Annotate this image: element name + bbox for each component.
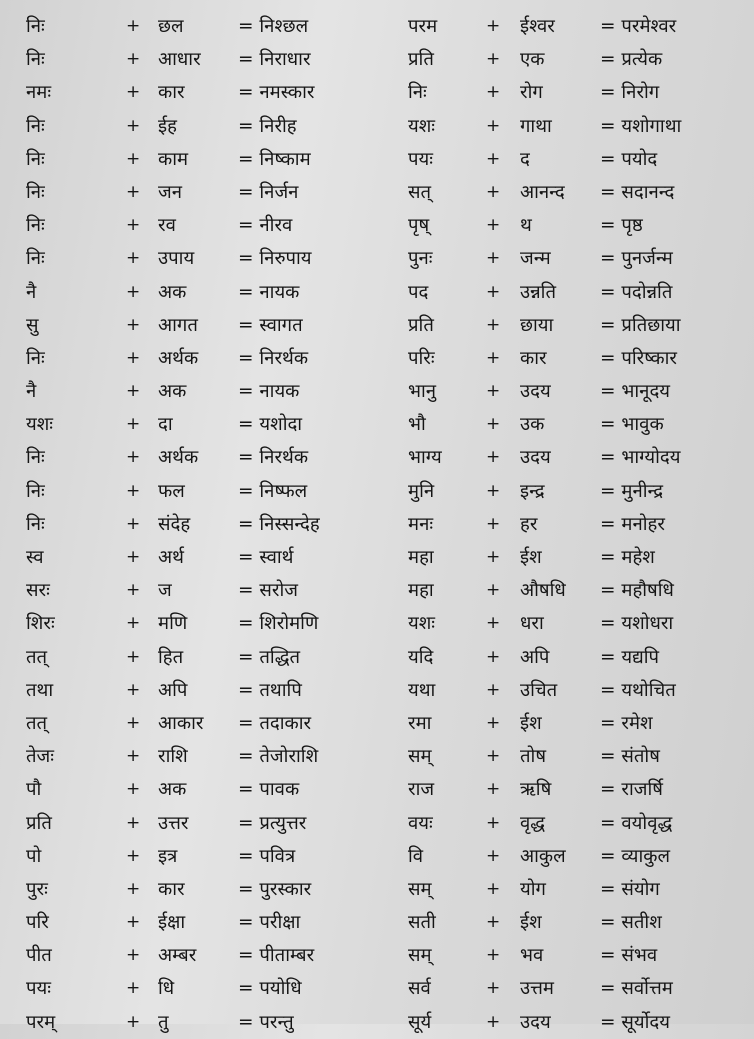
right-result-word: = सूर्योदय (600, 1011, 670, 1033)
left-plus-sign: + (126, 845, 141, 866)
table-row (0, 508, 754, 541)
right-result-word: = भावुक (600, 414, 664, 436)
left-second-word: आकार (158, 712, 204, 734)
table-row (0, 906, 754, 939)
left-first-word: निः (26, 447, 45, 469)
left-first-word: परम् (26, 1011, 56, 1033)
left-first-word: प्रति (26, 812, 52, 834)
right-plus-sign: + (486, 16, 501, 36)
left-first-word: परि (26, 912, 49, 934)
right-plus-sign: + (486, 381, 501, 402)
left-result-word: = पावक (238, 779, 300, 801)
left-first-word: निः (26, 248, 45, 270)
right-result-word: = वयोवृद्ध (600, 812, 673, 834)
left-second-word: आगत (158, 314, 198, 336)
left-first-word: पो (26, 845, 42, 867)
left-plus-sign: + (126, 16, 141, 36)
right-first-word: भानु (408, 381, 437, 403)
right-first-word: परम (408, 16, 438, 37)
table-row (0, 10, 754, 43)
left-second-word: संदेह (158, 513, 191, 535)
table-row (0, 1006, 754, 1039)
left-plus-sign: + (126, 480, 141, 501)
right-second-word: एक (520, 49, 545, 71)
right-second-word: हर (520, 513, 538, 535)
left-plus-sign: + (126, 878, 141, 899)
right-result-word: = पयोद (600, 148, 658, 170)
left-plus-sign: + (126, 547, 141, 567)
right-first-word: महा (408, 547, 434, 568)
right-first-word: सम् (408, 746, 432, 768)
right-result-word: = संभव (600, 945, 658, 967)
left-first-word: सु (26, 314, 39, 336)
left-result-word: = तद्धित (238, 646, 301, 668)
left-plus-sign: + (126, 281, 141, 302)
right-plus-sign: + (486, 480, 501, 501)
left-plus-sign: + (126, 82, 141, 103)
right-second-word: जन्म (520, 248, 551, 270)
right-second-word: वृद्ध (520, 812, 546, 834)
left-plus-sign: + (126, 314, 141, 335)
right-result-word: = मनोहर (600, 513, 665, 535)
left-second-word: छल (158, 16, 184, 37)
right-second-word: उदय (520, 1011, 551, 1033)
left-result-word: = नमस्कार (238, 82, 315, 104)
sandhi-word-table (0, 10, 754, 1039)
left-result-word: = निरर्थक (238, 447, 309, 469)
right-first-word: रमा (408, 712, 432, 734)
right-plus-sign: + (486, 414, 501, 435)
left-first-word: निः (26, 215, 45, 237)
right-first-word: यशः (408, 613, 436, 635)
left-second-word: आधार (158, 49, 201, 71)
right-first-word: पृष् (408, 215, 430, 237)
right-plus-sign: + (486, 912, 501, 933)
left-first-word: निः (26, 16, 45, 37)
left-first-word: पुरः (26, 878, 48, 900)
table-row (0, 110, 754, 143)
left-second-word: अर्थ (158, 547, 184, 568)
right-second-word: ईश (520, 547, 542, 568)
left-first-word: पौ (26, 779, 42, 801)
table-row (0, 408, 754, 441)
left-plus-sign: + (126, 148, 141, 169)
left-first-word: यशः (26, 414, 54, 436)
left-first-word: निः (26, 148, 45, 170)
right-first-word: निः (408, 82, 427, 104)
left-result-word: = परीक्षा (238, 912, 301, 934)
left-result-word: = निष्काम (238, 148, 311, 170)
table-row (0, 176, 754, 209)
left-second-word: फल (158, 480, 185, 502)
right-plus-sign: + (486, 215, 501, 236)
right-second-word: उक (520, 414, 545, 436)
right-plus-sign: + (486, 945, 501, 966)
right-second-word: छाया (520, 314, 554, 336)
table-row (0, 375, 754, 408)
right-plus-sign: + (486, 314, 501, 335)
left-second-word: उपाय (158, 248, 195, 270)
left-result-word: = नायक (238, 281, 300, 303)
right-result-word: = संतोष (600, 746, 660, 768)
right-first-word: भाग्य (408, 447, 442, 469)
left-second-word: जन (158, 181, 182, 203)
right-second-word: कार (520, 347, 547, 369)
right-first-word: मनः (408, 513, 434, 535)
right-plus-sign: + (486, 746, 501, 767)
left-second-word: अम्बर (158, 945, 197, 967)
left-result-word: = यशोदा (238, 414, 303, 436)
left-plus-sign: + (126, 414, 141, 435)
right-first-word: महा (408, 580, 434, 602)
left-plus-sign: + (126, 513, 141, 534)
right-result-word: = पदोन्नति (600, 281, 673, 303)
left-second-word: तु (158, 1011, 169, 1033)
table-row (0, 972, 754, 1005)
left-result-word: = पुरस्कार (238, 878, 312, 900)
left-first-word: तत् (26, 712, 48, 734)
table-row (0, 76, 754, 109)
right-plus-sign: + (486, 812, 501, 833)
left-second-word: काम (158, 148, 189, 170)
right-second-word: उदय (520, 381, 551, 403)
left-first-word: पयः (26, 978, 51, 1000)
left-plus-sign: + (126, 779, 141, 800)
left-second-word: अक (158, 381, 187, 403)
left-plus-sign: + (126, 215, 141, 236)
left-plus-sign: + (126, 115, 141, 136)
right-second-word: उचित (520, 679, 558, 701)
left-result-word: = नायक (238, 381, 300, 403)
right-plus-sign: + (486, 82, 501, 103)
right-result-word: = महौषधि (600, 580, 674, 602)
right-plus-sign: + (486, 513, 501, 534)
left-first-word: नमः (26, 82, 52, 104)
table-row (0, 541, 754, 574)
left-result-word: = प्रत्युत्तर (238, 812, 307, 834)
left-second-word: ईह (158, 115, 177, 137)
right-first-word: सम् (408, 878, 432, 900)
left-result-word: = स्वार्थ (238, 547, 294, 568)
right-plus-sign: + (486, 148, 501, 169)
right-plus-sign: + (486, 248, 501, 269)
right-first-word: सम् (408, 945, 432, 967)
left-result-word: = पयोधि (238, 978, 302, 1000)
right-second-word: भव (520, 945, 544, 967)
table-row (0, 143, 754, 176)
right-second-word: गाथा (520, 115, 552, 137)
left-first-word: तत् (26, 646, 48, 668)
left-result-word: = नीरव (238, 215, 293, 237)
right-second-word: धरा (520, 613, 544, 635)
right-second-word: उन्नति (520, 281, 557, 303)
table-row (0, 641, 754, 674)
right-plus-sign: + (486, 547, 501, 567)
right-result-word: = राजर्षि (600, 779, 663, 801)
right-first-word: परिः (408, 347, 435, 369)
table-row (0, 740, 754, 773)
table-row (0, 607, 754, 640)
table-row (0, 807, 754, 840)
right-first-word: सूर्य (408, 1011, 432, 1033)
left-first-word: स्व (26, 547, 44, 568)
left-plus-sign: + (126, 447, 141, 468)
right-first-word: यदि (408, 646, 434, 668)
table-row (0, 309, 754, 342)
table-row (0, 707, 754, 740)
right-second-word: आनन्द (520, 181, 565, 203)
left-plus-sign: + (126, 49, 141, 70)
right-result-word: = भाग्योदय (600, 447, 681, 469)
table-row (0, 674, 754, 707)
right-first-word: प्रति (408, 314, 434, 336)
right-plus-sign: + (486, 49, 501, 70)
table-row (0, 242, 754, 275)
left-result-word: = शिरोमणि (238, 613, 319, 635)
right-result-word: = व्याकुल (600, 845, 670, 867)
left-second-word: अर्थक (158, 347, 199, 369)
left-plus-sign: + (126, 1011, 141, 1032)
left-plus-sign: + (126, 347, 141, 368)
right-result-word: = भानूदय (600, 381, 670, 403)
left-second-word: उत्तर (158, 812, 189, 834)
left-result-word: = निरुपाय (238, 248, 312, 270)
left-result-word: = पीताम्बर (238, 945, 315, 967)
table-row (0, 873, 754, 906)
right-plus-sign: + (486, 978, 501, 999)
table-row (0, 574, 754, 607)
table-row (0, 276, 754, 309)
left-plus-sign: + (126, 945, 141, 966)
right-plus-sign: + (486, 845, 501, 866)
left-result-word: = तेजोराशि (238, 746, 319, 768)
right-plus-sign: + (486, 646, 501, 667)
right-result-word: = पुनर्जन्म (600, 248, 673, 270)
left-plus-sign: + (126, 746, 141, 767)
left-plus-sign: + (126, 812, 141, 833)
left-first-word: नै (26, 381, 37, 403)
left-result-word: = परन्तु (238, 1011, 294, 1033)
right-result-word: = सतीश (600, 912, 662, 934)
left-result-word: = निरीह (238, 115, 297, 137)
left-plus-sign: + (126, 580, 141, 601)
left-first-word: नै (26, 281, 37, 303)
left-second-word: अक (158, 281, 187, 303)
right-second-word: औषधि (520, 580, 566, 602)
left-plus-sign: + (126, 978, 141, 999)
left-plus-sign: + (126, 712, 141, 733)
left-second-word: इत्र (158, 845, 178, 867)
right-first-word: सती (408, 912, 436, 934)
right-second-word: आकुल (520, 845, 566, 867)
left-second-word: दा (158, 414, 173, 436)
right-result-word: = संयोग (600, 878, 660, 900)
right-first-word: प्रति (408, 49, 434, 71)
right-first-word: राज (408, 779, 435, 801)
left-result-word: = निरर्थक (238, 347, 309, 369)
right-plus-sign: + (486, 447, 501, 468)
table-row (0, 209, 754, 242)
right-second-word: थ (520, 215, 532, 237)
table-row (0, 939, 754, 972)
right-second-word: ईश्वर (520, 16, 555, 37)
left-first-word: निः (26, 181, 45, 203)
right-second-word: उत्तम (520, 978, 554, 1000)
left-first-word: तथा (26, 679, 54, 701)
left-second-word: राशि (158, 746, 188, 768)
left-second-word: कार (158, 878, 185, 900)
left-first-word: निः (26, 513, 45, 535)
left-second-word: धि (158, 978, 175, 1000)
right-first-word: पयः (408, 148, 433, 170)
right-result-word: = महेश (600, 547, 655, 568)
right-second-word: रोग (520, 82, 543, 104)
left-first-word: निः (26, 480, 45, 502)
right-second-word: ईश (520, 912, 542, 934)
left-second-word: ईक्षा (158, 912, 186, 934)
right-result-word: = मुनीन्द्र (600, 480, 664, 502)
right-plus-sign: + (486, 181, 501, 202)
left-result-word: = तथापि (238, 679, 302, 701)
right-second-word: तोष (520, 746, 547, 768)
right-first-word: मुनि (408, 480, 435, 502)
right-result-word: = यद्यपि (600, 646, 660, 668)
table-row (0, 840, 754, 873)
right-result-word: = परमेश्वर (600, 16, 677, 37)
left-first-word: निः (26, 115, 45, 137)
right-second-word: इन्द्र (520, 480, 545, 502)
left-result-word: = निराधार (238, 49, 311, 71)
left-second-word: अपि (158, 679, 188, 701)
right-second-word: ईश (520, 712, 542, 734)
right-plus-sign: + (486, 580, 501, 601)
table-row (0, 441, 754, 474)
left-second-word: हित (158, 646, 184, 668)
right-first-word: यशः (408, 115, 436, 137)
left-plus-sign: + (126, 646, 141, 667)
table-row (0, 475, 754, 508)
right-plus-sign: + (486, 878, 501, 899)
left-plus-sign: + (126, 613, 141, 634)
left-result-word: = निर्जन (238, 181, 299, 203)
left-result-word: = पवित्र (238, 845, 296, 867)
left-plus-sign: + (126, 248, 141, 269)
right-plus-sign: + (486, 779, 501, 800)
right-result-word: = सदानन्द (600, 181, 675, 203)
right-plus-sign: + (486, 613, 501, 634)
right-result-word: = प्रत्येक (600, 49, 663, 71)
left-result-word: = निस्सन्देह (238, 513, 320, 535)
left-result-word: = सरोज (238, 580, 298, 602)
right-first-word: सत् (408, 181, 432, 203)
right-result-word: = रमेश (600, 712, 653, 734)
left-plus-sign: + (126, 912, 141, 933)
left-first-word: पीत (26, 945, 52, 967)
right-result-word: = निरोग (600, 82, 660, 104)
right-plus-sign: + (486, 115, 501, 136)
right-plus-sign: + (486, 712, 501, 733)
right-plus-sign: + (486, 347, 501, 368)
table-row (0, 342, 754, 375)
left-second-word: मणि (158, 613, 188, 635)
left-second-word: अक (158, 779, 187, 801)
right-result-word: = प्रतिछाया (600, 314, 681, 336)
right-plus-sign: + (486, 1011, 501, 1032)
table-row (0, 773, 754, 806)
left-result-word: = निश्छल (238, 16, 309, 37)
right-result-word: = परिष्कार (600, 347, 677, 369)
right-first-word: सर्व (408, 978, 431, 1000)
left-first-word: निः (26, 347, 45, 369)
right-first-word: भौ (408, 414, 426, 436)
left-plus-sign: + (126, 381, 141, 402)
left-first-word: निः (26, 49, 45, 71)
left-plus-sign: + (126, 181, 141, 202)
right-first-word: वयः (408, 812, 433, 834)
right-result-word: = यथोचित (600, 679, 676, 701)
right-result-word: = सर्वोत्तम (600, 978, 673, 1000)
right-second-word: द (520, 148, 530, 170)
left-result-word: = तदाकार (238, 712, 312, 734)
left-second-word: कार (158, 82, 185, 104)
right-plus-sign: + (486, 679, 501, 700)
right-result-word: = यशोधरा (600, 613, 674, 635)
left-first-word: शिरः (26, 613, 55, 635)
left-second-word: अर्थक (158, 447, 199, 469)
left-result-word: = स्वागत (238, 314, 303, 336)
right-first-word: वि (408, 845, 424, 867)
right-first-word: यथा (408, 679, 436, 701)
right-result-word: = पृष्ठ (600, 215, 643, 237)
right-first-word: पुनः (408, 248, 433, 270)
left-result-word: = निष्फल (238, 480, 308, 502)
right-second-word: योग (520, 878, 546, 900)
left-plus-sign: + (126, 679, 141, 700)
left-first-word: तेजः (26, 746, 55, 768)
right-second-word: ऋषि (520, 779, 552, 801)
right-first-word: पद (408, 281, 429, 303)
left-second-word: ज (158, 580, 172, 602)
left-first-word: सरः (26, 580, 50, 602)
table-row (0, 43, 754, 76)
left-second-word: रव (158, 215, 176, 237)
right-plus-sign: + (486, 281, 501, 302)
right-result-word: = यशोगाथा (600, 115, 682, 137)
right-second-word: उदय (520, 447, 551, 469)
right-second-word: अपि (520, 646, 550, 668)
